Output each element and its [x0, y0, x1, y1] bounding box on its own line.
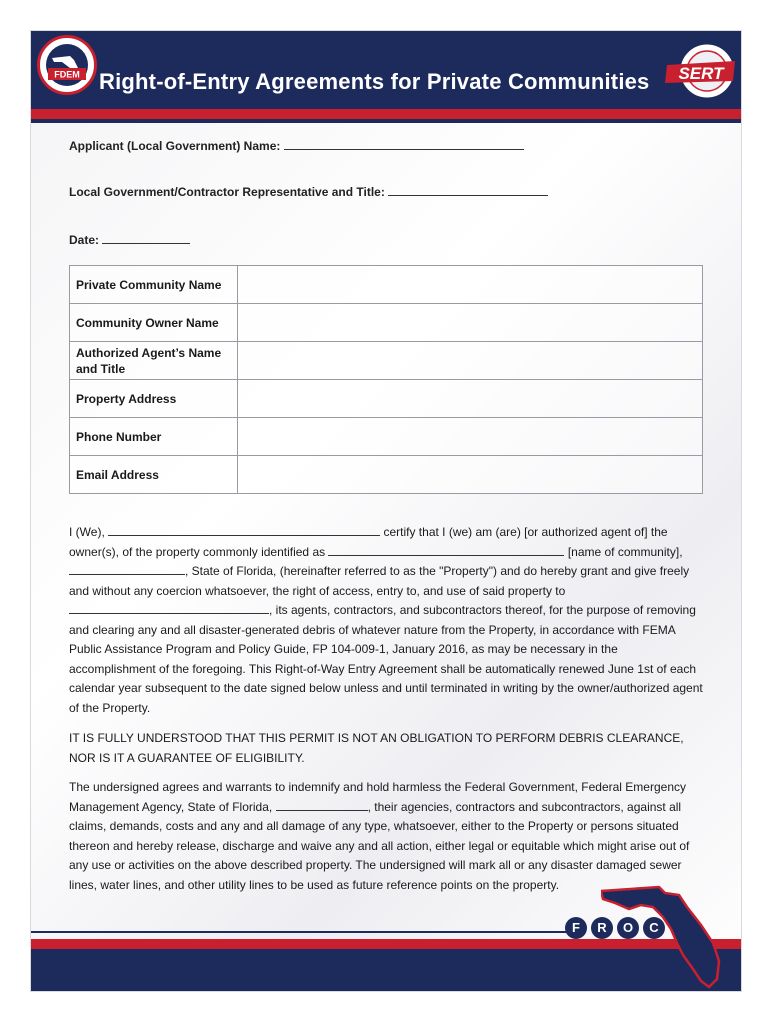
table-label-cell: Property Address: [70, 380, 238, 418]
footer-rule: [31, 931, 571, 933]
representative-blank[interactable]: [388, 185, 548, 196]
table-row: [70, 418, 703, 456]
table-label-cell: Authorized Agent’s Name and Title: [70, 342, 238, 380]
froc-letter-c: C: [643, 917, 665, 939]
authorized-agent-input[interactable]: [238, 342, 703, 380]
grant-text: I (We),: [69, 525, 105, 539]
property-address-input[interactable]: [238, 380, 703, 418]
fdem-logo-text: FDEM: [54, 69, 80, 80]
fdem-logo: [37, 35, 97, 95]
grant-text: [name of community],: [567, 544, 683, 559]
grant-text: and without any coercion whatsoever, the right of access, entry to, and use of said property to: [69, 583, 566, 598]
grant-text: certify that I (we) am (are) [or authorized agent of] the: [383, 525, 668, 539]
indemnify-entity-blank[interactable]: [276, 800, 368, 811]
froc-letter-f: F: [565, 917, 587, 939]
froc-letter-r: R: [591, 917, 613, 939]
document-page: [30, 30, 742, 992]
florida-map-icon: [601, 883, 741, 992]
date-field[interactable]: [69, 233, 190, 247]
table-label-cell: Email Address: [70, 456, 238, 494]
county-blank[interactable]: [69, 564, 185, 575]
community-info-table: [69, 265, 703, 494]
grantee-blank[interactable]: [69, 603, 269, 614]
representative-label: Local Government/Contractor Representative and Title:: [69, 185, 385, 199]
table-row: [70, 266, 703, 304]
indemnify-text: , their agencies, contractors and subcontractors, against all claims, demands, costs and any and all damage of any type, whatsoever, either to the Property or persons situated thereon and hereby release, discharge and waive any and all action, either legal or equitable which might arise out of any use or activities on the above described property. The undersigned will mark all or any disaster damaged sewer lines, water lines, and other utility lines to be used as future reference points on the property.: [69, 799, 690, 892]
froc-letter-o: O: [617, 917, 639, 939]
table-label-cell: Phone Number: [70, 418, 238, 456]
property-identified-blank[interactable]: [328, 545, 564, 556]
date-label: Date:: [69, 233, 100, 247]
sert-logo: [663, 39, 739, 103]
table-row: [70, 304, 703, 342]
indemnify-paragraph: [69, 778, 703, 895]
table-label-cell: Private Community Name: [70, 266, 238, 304]
table-row: [70, 380, 703, 418]
header-red-stripe: [31, 109, 742, 119]
phone-number-input[interactable]: [238, 418, 703, 456]
applicant-name-blank[interactable]: [284, 139, 524, 150]
date-blank[interactable]: [102, 233, 190, 244]
table-row: [70, 342, 703, 380]
grant-text: , its agents, contractors, and subcontractors thereof, for the purpose of: [269, 603, 644, 617]
grant-text: , State of Florida, (hereinafter referred to as the "Property") and do hereby grant and give freely: [185, 564, 690, 578]
header-navy-stripe: [31, 119, 742, 123]
community-owner-name-input[interactable]: [238, 304, 703, 342]
email-address-input[interactable]: [238, 456, 703, 494]
disclaimer-paragraph: IT IS FULLY UNDERSTOOD THAT THIS PERMIT IS NOT AN OBLIGATION TO PERFORM DEBRIS CLEARANCE, NOR IS IT A GUARANTEE OF ELIGIBILITY.: [69, 731, 684, 765]
grant-text: owner(s), of the property commonly identified as: [69, 544, 326, 559]
grant-paragraph: [69, 523, 703, 718]
indemnify-text: The undersigned agrees and warrants to indemnify and hold harmless the Federal Government, Federal Emergency Management Agency, State of Florida,: [69, 780, 686, 814]
private-community-name-input[interactable]: [238, 266, 703, 304]
applicant-name-field[interactable]: [69, 139, 524, 153]
sert-logo-text: SERT: [678, 64, 724, 83]
page-title: Right-of-Entry Agreements for Private Communities: [99, 69, 650, 94]
grantor-name-blank[interactable]: [108, 525, 380, 536]
representative-field[interactable]: [69, 185, 548, 199]
table-label-cell: Community Owner Name: [70, 304, 238, 342]
applicant-name-label: Applicant (Local Government) Name:: [69, 139, 281, 153]
grant-text: removing and clearing any and all disaster-generated debris of whatever nature from the Property, in accordance with FEMA Public Assistance Program and Policy Guide, FP 104-009-1, January 2016, as may be necessary in the accomplishment of the foregoing. This Right-of-Way Entry Agreement shall be automatically renewed June 1st of each calendar year subsequent to the date signed below unless and until terminated in writing by the owner/authorized agent of the Property.: [69, 603, 703, 715]
table-row: [70, 456, 703, 494]
